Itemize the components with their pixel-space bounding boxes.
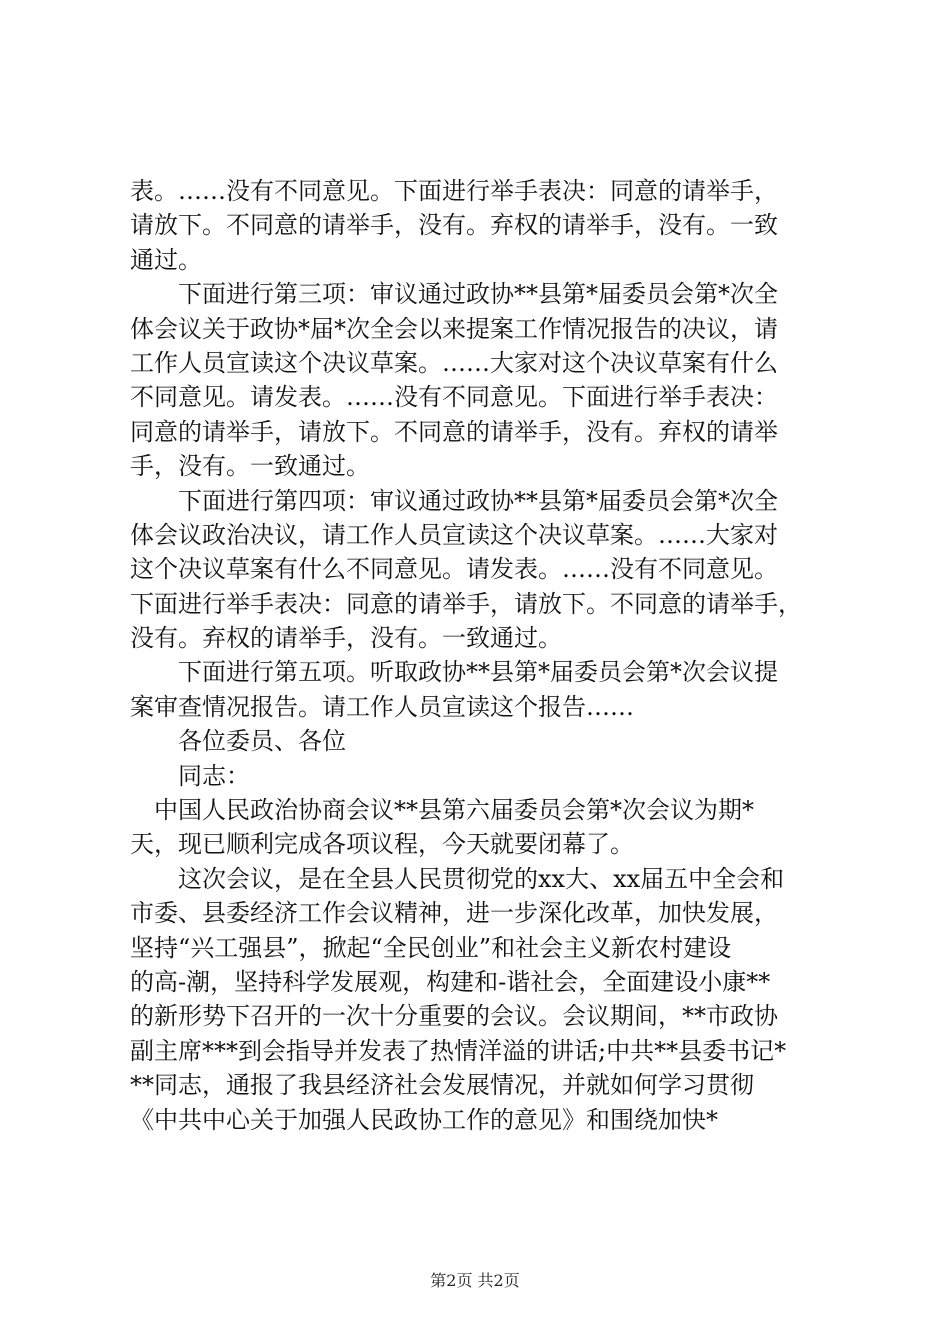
text-line: 的新形势下召开的一次十分重要的会议。会议期间，**市政协 — [130, 1002, 778, 1031]
text-line: 请放下。不同意的请举手，没有。弃权的请举手，没有。一致 — [130, 211, 778, 240]
text-line: 没有。弃权的请举手，没有。一致通过。 — [130, 624, 562, 653]
text-line: 同志： — [130, 761, 250, 790]
page-number-footer: 第2页 共2页 — [430, 1271, 520, 1290]
text-line: 《中共中心关于加强人民政协工作的意见》和围绕加快* — [130, 1105, 718, 1134]
text-line: 手，没有。一致通过。 — [130, 452, 370, 481]
text-line: 体会议政治决议，请工作人员宣读这个决议草案。……大家对 — [130, 520, 778, 549]
text-line: 通过。 — [130, 245, 202, 274]
text-line: 同意的请举手，请放下。不同意的请举手，没有。弃权的请举 — [130, 417, 778, 446]
text-line: 下面进行举手表决：同意的请举手，请放下。不同意的请举手， — [130, 589, 802, 618]
text-line: 的高-潮，坚持科学发展观，构建和-谐社会，全面建设小康** — [130, 967, 771, 996]
text-line: 下面进行第三项：审议通过政协**县第*届委员会第*次全 — [130, 280, 778, 309]
text-line: 各位委员、各位 — [130, 727, 346, 756]
text-line: 坚持“兴工强县”，掀起“全民创业”和社会主义新农村建设 — [130, 933, 732, 962]
text-line: 下面进行第四项：审议通过政协**县第*届委员会第*次全 — [130, 486, 778, 515]
text-line: 工作人员宣读这个决议草案。……大家对这个决议草案有什么 — [130, 348, 778, 377]
text-line: 这个决议草案有什么不同意见。请发表。……没有不同意见。 — [130, 555, 778, 584]
text-line: 市委、县委经济工作会议精神，进一步深化改革，加快发展， — [130, 899, 778, 928]
document-body — [130, 174, 830, 1137]
text-line: 这次会议，是在全县人民贯彻党的xx大、xx届五中全会和 — [130, 864, 785, 893]
text-line: 不同意见。请发表。……没有不同意见。下面进行举手表决： — [130, 383, 778, 412]
text-line: 案审查情况报告。请工作人员宣读这个报告…… — [130, 692, 634, 721]
text-line: 下面进行第五项。听取政协**县第*届委员会第*次会议提 — [130, 658, 778, 687]
text-line: 体会议关于政协*届*次全会以来提案工作情况报告的决议，请 — [130, 314, 778, 343]
text-line: 副主席***到会指导并发表了热情洋溢的讲话;中共**县委书记* — [130, 1036, 787, 1065]
text-line: 表。……没有不同意见。下面进行举手表决：同意的请举手， — [130, 177, 778, 205]
text-line: 天，现已顺利完成各项议程，今天就要闭幕了。 — [130, 830, 634, 859]
text-line: **同志，通报了我县经济社会发展情况，并就如何学习贯彻 — [130, 1071, 754, 1100]
text-line: 中国人民政治协商会议**县第六届委员会第*次会议为期* — [130, 796, 754, 825]
